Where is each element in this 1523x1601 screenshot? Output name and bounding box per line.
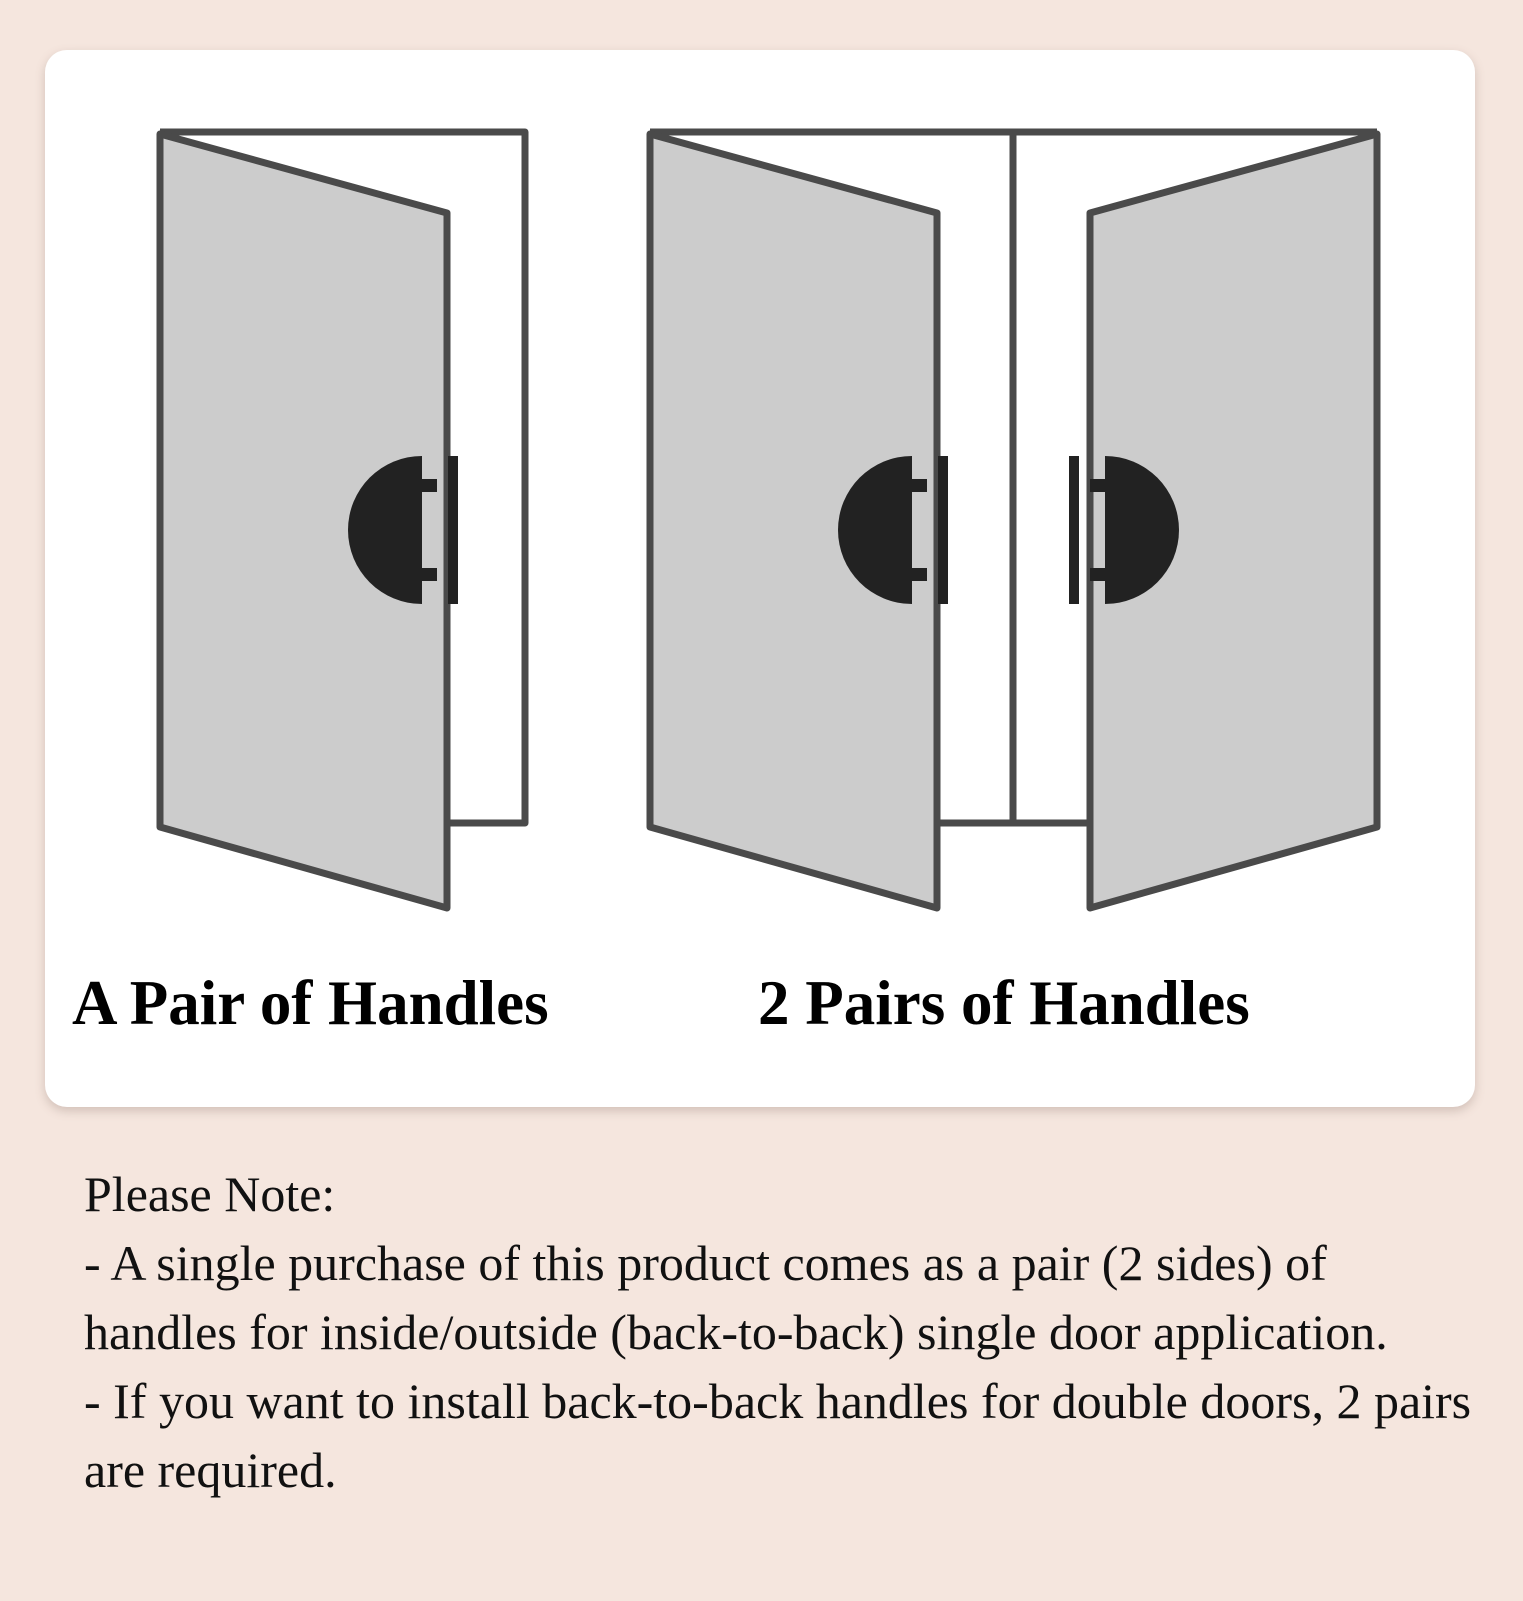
note-heading: Please Note: (84, 1166, 336, 1222)
single-door-caption: A Pair of Handles (72, 968, 549, 1038)
note-block (84, 1160, 1484, 1505)
single-door-icon (160, 132, 525, 908)
note-point: - A single purchase of this product comes as a pair (2 sides) of handles for inside/outside (back-to-back) single door application. (84, 1235, 1388, 1360)
note-point: - If you want to install back-to-back handles for double doors, 2 pairs are required. (84, 1373, 1484, 1498)
double-door-caption: 2 Pairs of Handles (758, 968, 1250, 1038)
double-door-icon (650, 132, 1377, 908)
